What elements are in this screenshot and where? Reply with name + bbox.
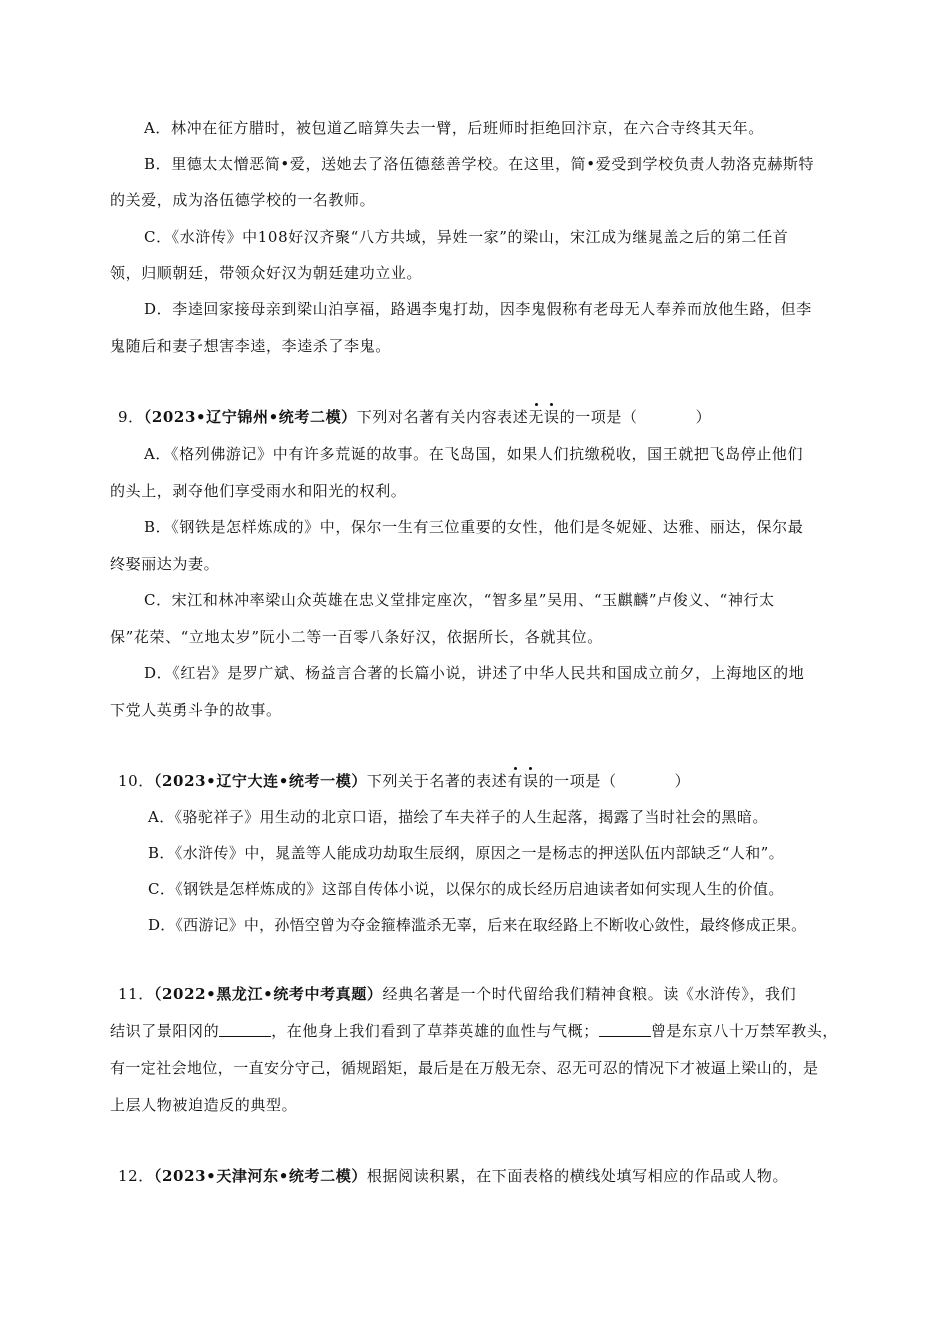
q10-option-b: B．《水浒传》中，晁盖等人能成功劫取生辰纲，原因之一是杨志的押送队伍内部缺乏“人和”。	[148, 844, 785, 862]
option-line: 的关爱，成为洛伍德学校的一名教师。	[110, 191, 376, 209]
stem-text: 下列关于名著的表述	[366, 772, 508, 790]
option-line: D．《红岩》是罗广斌、杨益言合著的长篇小说，讲述了中华人民共和国成立前夕，上海地区的地	[144, 664, 805, 682]
stem-text: 根据阅读积累，在下面表格的横线处填写相应的作品或人物。	[366, 1167, 789, 1185]
option-line: B．《钢铁是怎样炼成的》中，保尔一生有三位重要的女性，他们是冬妮娅、达雅、丽达，保尔最	[144, 518, 804, 536]
stem-text: 经典名著是一个时代留给我们精神食粮。读《水浒传》，我们	[382, 985, 797, 1003]
option-line: 终娶丽达为妻。	[110, 555, 220, 573]
stem-text: 曾是东京八十万禁军教头，	[650, 1022, 839, 1040]
q11-stem-line-1	[118, 983, 796, 1005]
fill-in-blank[interactable]	[219, 1022, 271, 1037]
q11-stem-line-2	[110, 1020, 838, 1042]
option-line: D．李逵回家接母亲到梁山泊享福，路遇李鬼打劫，因李鬼假称有老母无人奉养而放他生路，但李	[144, 300, 812, 318]
option-line: 保”花荣、“立地太岁”阮小二等一百零八条好汉，依据所长，各就其位。	[110, 628, 603, 646]
stem-text: ）	[695, 408, 712, 426]
option-line: 领，归顺朝廷，带领众好汉为朝廷建功立业。	[110, 264, 423, 282]
option-line: C．宋江和林冲率梁山众英雄在忠义堂排定座次，“智多星”吴用、“玉麒麟”卢俊义、“神行太	[144, 591, 775, 609]
question-number: 12．	[118, 1167, 154, 1185]
question-number: 10．	[118, 772, 154, 790]
emphasis-char: 误	[522, 772, 539, 790]
stem-text: ，在他身上我们看到了草莽英雄的血性与气概；	[271, 1022, 599, 1040]
option-line: B．里德太太憎恶简•爱，送她去了洛伍德慈善学校。在这里，简•爱受到学校负责人勃洛克赫斯特	[144, 155, 815, 173]
q10-option-a: A．《骆驼祥子》用生动的北京口语，描绘了车夫祥子的人生起落，揭露了当时社会的黑暗。	[148, 808, 768, 826]
option-line: 下党人英勇斗争的故事。	[110, 701, 282, 719]
stem-text: 的一项是（	[559, 408, 638, 426]
stem-text: 下列对名著有关内容表述	[356, 408, 529, 426]
question-source: （2022•黑龙江•统考中考真题）	[153, 985, 383, 1003]
option-line: 鬼随后和妻子想害李逵，李逵杀了李鬼。	[110, 337, 391, 355]
q11-stem-line-3: 有一定社会地位，一直安分守己，循规蹈矩，最后是在万般无奈、忍无可忍的情况下才被逼上梁山的，是	[110, 1059, 819, 1077]
question-source: （2023•辽宁锦州•统考二模）	[143, 408, 357, 426]
question-number: 9．	[118, 408, 144, 426]
emphasis-char: 有	[507, 772, 523, 790]
q9-stem	[118, 406, 711, 428]
q10-stem	[118, 770, 690, 792]
stem-text: 结识了景阳冈的	[110, 1022, 220, 1040]
q11-stem-line-4: 上层人物被迫造反的典型。	[110, 1096, 298, 1114]
option-line: A．《格列佛游记》中有许多荒诞的故事。在飞岛国，如果人们抗缴税收，国王就把飞岛停止他们	[144, 445, 804, 463]
question-source: （2023•辽宁大连•统考一模）	[153, 772, 367, 790]
stem-text: ）	[674, 772, 691, 790]
emphasis-char: 误	[544, 408, 560, 426]
option-line: 的头上，剥夺他们享受雨水和阳光的权利。	[110, 482, 407, 500]
q10-option-c: C．《钢铁是怎样炼成的》这部自传体小说，以保尔的成长经历启迪读者如何实现人生的价值。	[148, 880, 784, 898]
question-source: （2023•天津河东•统考二模）	[153, 1167, 367, 1185]
emphasis-char: 无	[528, 408, 544, 426]
q10-option-d: D．《西游记》中，孙悟空曾为夺金箍棒滥杀无辜，后来在取经路上不断收心敛性，最终修成正果。	[148, 916, 807, 934]
question-number: 11．	[118, 985, 154, 1003]
option-line: A．林冲在征方腊时，被包道乙暗算失去一臂，后班师时拒绝回汴京，在六合寺终其天年。	[144, 119, 764, 137]
fill-in-blank[interactable]	[599, 1022, 651, 1037]
stem-text: 的一项是（	[538, 772, 617, 790]
q12-stem	[118, 1165, 788, 1187]
option-line: C．《水浒传》中108好汉齐聚“八方共域，异姓一家”的梁山，宋江成为继晁盖之后的第二任首	[144, 228, 789, 246]
